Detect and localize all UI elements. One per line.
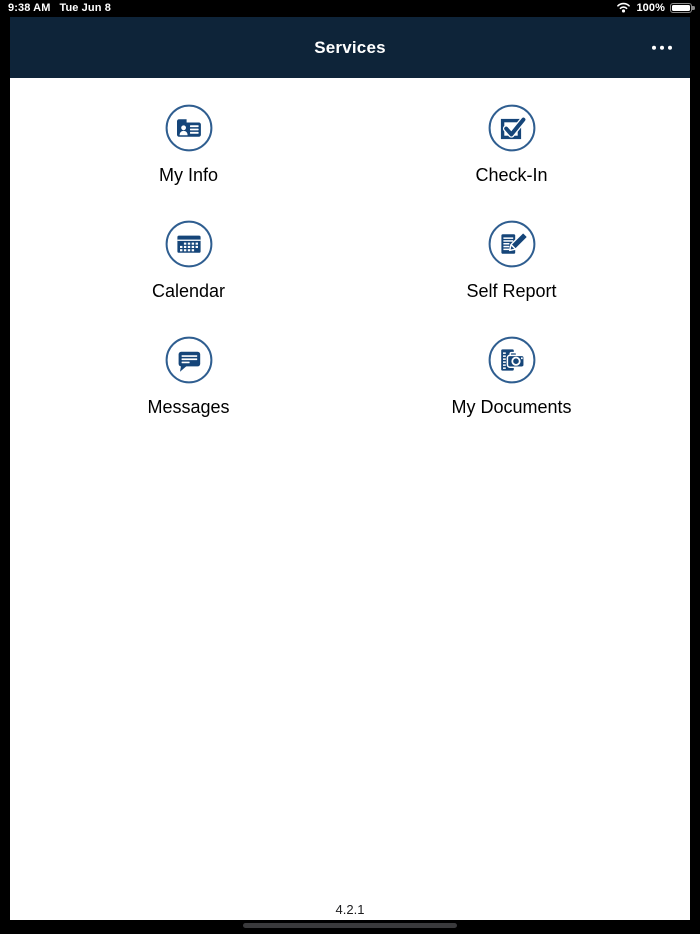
battery-nub xyxy=(692,6,694,10)
battery-icon xyxy=(670,3,692,13)
status-date: Tue Jun 8 xyxy=(59,1,111,14)
service-label: My Info xyxy=(158,165,219,185)
battery-fill xyxy=(672,5,690,11)
ellipsis-icon xyxy=(652,45,657,50)
home-bar xyxy=(0,920,700,934)
calendar-icon xyxy=(165,220,213,268)
wifi-icon xyxy=(616,2,631,13)
my-documents-icon xyxy=(488,336,536,384)
status-left xyxy=(8,2,111,14)
service-check-in[interactable] xyxy=(350,104,673,187)
self-report-icon xyxy=(488,220,536,268)
status-right xyxy=(616,2,692,14)
service-label: My Documents xyxy=(451,397,572,417)
check-in-icon xyxy=(488,104,536,152)
battery-percent: 100% xyxy=(636,1,665,14)
app-frame xyxy=(10,17,690,920)
service-my-info[interactable] xyxy=(27,104,350,187)
service-my-documents[interactable] xyxy=(350,336,673,419)
more-options-button[interactable] xyxy=(646,37,679,58)
app-version: 4.2.1 xyxy=(335,902,365,917)
my-info-icon xyxy=(165,104,213,152)
service-self-report[interactable] xyxy=(350,220,673,303)
status-bar xyxy=(0,0,700,17)
service-label: Calendar xyxy=(151,281,226,301)
service-messages[interactable] xyxy=(27,336,350,419)
messages-icon xyxy=(165,336,213,384)
service-label: Check-In xyxy=(475,165,548,185)
home-indicator[interactable] xyxy=(243,923,457,928)
service-calendar[interactable] xyxy=(27,220,350,303)
page-title: Services xyxy=(314,37,386,57)
services-grid xyxy=(10,78,690,419)
service-label: Self Report xyxy=(466,281,557,301)
nav-bar xyxy=(10,17,690,78)
status-time: 9:38 AM xyxy=(8,1,51,14)
service-label: Messages xyxy=(147,397,230,417)
